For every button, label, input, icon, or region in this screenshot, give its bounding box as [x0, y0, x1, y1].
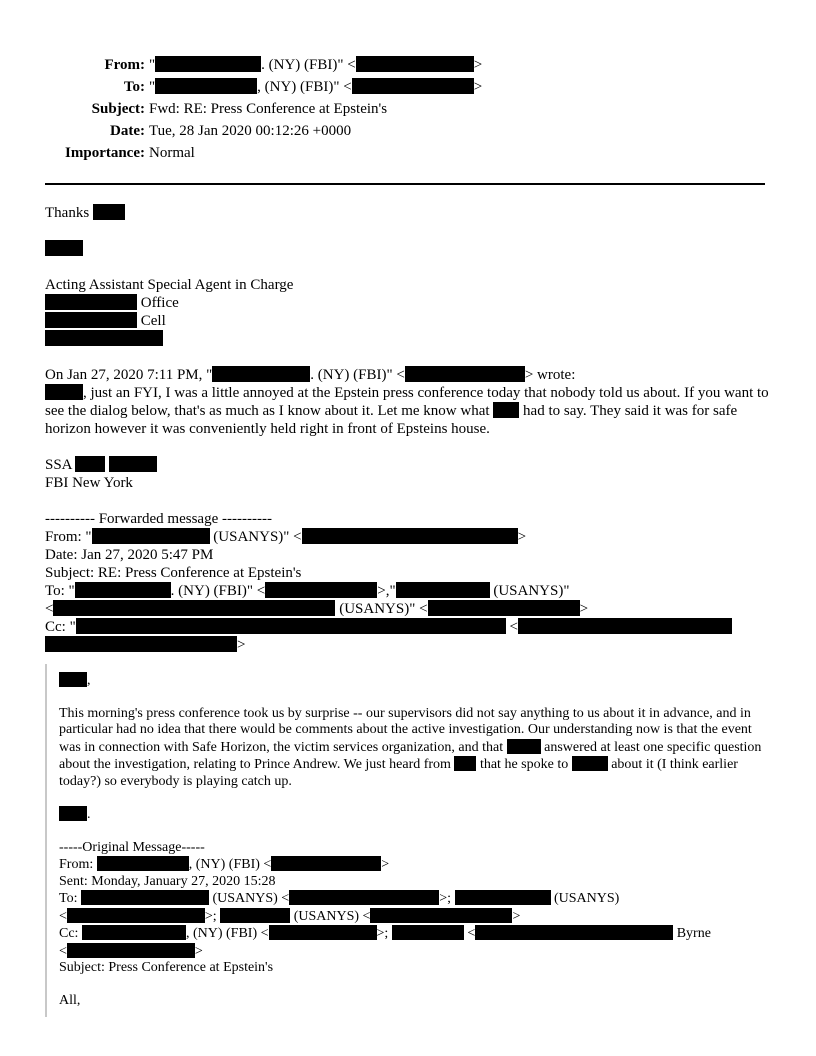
redaction — [212, 366, 310, 382]
header-to-row: To: " , (NY) (FBI)" < > — [0, 76, 482, 98]
forward-signature: SSA — [45, 456, 775, 474]
redaction — [405, 366, 525, 382]
date-label: Date: — [110, 123, 145, 139]
redaction — [289, 890, 439, 905]
header-importance-row — [0, 142, 482, 164]
email-header — [0, 54, 482, 164]
redaction — [370, 908, 512, 923]
redaction — [92, 528, 210, 544]
redaction — [45, 294, 137, 310]
redaction — [76, 618, 506, 634]
redaction — [475, 925, 673, 940]
from-label: From: — [104, 57, 145, 73]
redaction — [455, 890, 551, 905]
header-date-row — [0, 120, 482, 142]
original-message-divider: -----Original Message----- — [59, 839, 205, 855]
importance-label: Importance: — [65, 145, 145, 161]
redaction — [155, 78, 257, 94]
redaction — [109, 456, 157, 472]
redaction — [93, 204, 125, 220]
redaction — [82, 925, 186, 940]
redaction — [454, 756, 476, 771]
forwarded-divider: ---------- Forwarded message ---------- — [45, 511, 272, 527]
quoted-salutation: All, — [59, 992, 81, 1008]
redaction — [269, 925, 377, 940]
redaction — [302, 528, 518, 544]
header-subject-row — [0, 98, 482, 120]
redaction — [265, 582, 377, 598]
redaction — [518, 618, 732, 634]
redaction — [59, 672, 87, 687]
redaction — [356, 56, 474, 72]
redaction — [507, 739, 541, 754]
redaction — [59, 806, 87, 821]
redaction — [493, 402, 519, 418]
signature-title: Acting Assistant Special Agent in Charge — [45, 277, 294, 293]
email-body: Thanks Acting Assistant Special Agent in Charge Office Cell On Jan 27, 2020 7:11 PM, " . (NY) (FBI)" < > wrote: , just an FYI, I was a little annoyed at the Epstein press conference today that nobody told us about. If you want to see the dialog below, that's as much as I know about it. Let me know what had to say. They said it was for safe horizon however it was conveniently held right in front of Epsteins house. SSA FBI New York ---------- Forwarded message ---------- From: " (USANYS)" < > Date: Jan 27, 2020 5:47 PM Subject: RE: Press Conference at Epstein's To: " . (NY) (FBI)" < >," (USANYS)" < (USANYS)" < > Cc: " < > , This morning's press conference took us by surprise -- our supervisors did not say anything to us about it in advance, and in particular had no idea that there would be comments about the active investigation. Our understanding now is that the event was in connection with Safe Horizon, the victim services organization, and that answered at least one specific question about the investigation, relating to Prince Andrew. We just heard from that he spoke to about it (I think earlier today?) so everybody is playing catch up. . -----Original Message----- From: , (NY) (FBI) < > Sent: Monday, January 27, 2020 15:28 To: (USANYS) < >; (USANYS) < >; (USANYS) < > Cc: , (NY) (FBI) < >; < Byrne < > Subject: Press Conference at Epstein's All, — [45, 204, 775, 1017]
redaction — [45, 240, 83, 256]
redaction — [75, 582, 171, 598]
redaction — [45, 636, 237, 652]
redaction — [392, 925, 464, 940]
redaction — [396, 582, 490, 598]
forward-intro: On Jan 27, 2020 7:11 PM, " . (NY) (FBI)" < > wrote: — [45, 367, 576, 383]
quoted-paragraph: This morning's press conference took us by surprise -- our supervisors did not say anything to us about it in advance, and in particular had no idea that there would be comments about the active investigation. Our understanding now is that the event was in connection with Safe Horizon, the victim services organization, and that answered at least one specific question about the investigation, relating to Prince Andrew. We just heard from that he spoke to about it (I think earlier today?) so everybody is playing catch up. — [59, 705, 762, 789]
redaction — [75, 456, 105, 472]
header-from-row: From: " . (NY) (FBI)" < > — [0, 54, 482, 76]
to-label: To: — [123, 79, 145, 95]
subject-label: Subject: — [91, 101, 145, 117]
redaction — [155, 56, 261, 72]
redaction — [428, 600, 580, 616]
redaction — [45, 384, 83, 400]
email-date: Tue, 28 Jan 2020 00:12:26 +0000 — [149, 123, 352, 139]
redaction — [97, 856, 189, 871]
redaction — [352, 78, 474, 94]
redaction — [572, 756, 608, 771]
email-importance: Normal — [149, 145, 195, 161]
redaction — [45, 330, 163, 346]
quoted-message: , This morning's press conference took us by surprise -- our supervisors did not say anything to us about it in advance, and in particular had no idea that there would be comments about the active investigation. Our understanding now is that the event was in connection with Safe Horizon, the victim services organization, and that answered at least one specific question about the investigation, relating to Prince Andrew. We just heard from that he spoke to about it (I think earlier today?) so everybody is playing catch up. . -----Original Message----- From: , (NY) (FBI) < > Sent: Monday, January 27, 2020 15:28 To: (USANYS) < >; (USANYS) < >; (USANYS) < > Cc: , (NY) (FBI) < >; < Byrne < > Subject: Press Conference at Epstein's All, — [45, 664, 777, 1017]
redaction — [220, 908, 290, 923]
redaction — [81, 890, 209, 905]
redaction — [67, 943, 195, 958]
email-subject: Fwd: RE: Press Conference at Epstein's — [149, 101, 388, 117]
redaction — [53, 600, 335, 616]
thanks-line: Thanks — [45, 204, 775, 222]
redaction — [45, 312, 137, 328]
forward-message: , just an FYI, I was a little annoyed at the Epstein press conference today that nobody told us about. If you want to see the dialog below, that's as much as I know about it. Let me know what had to say. They said it was for safe horizon however it was conveniently held right in front of Epsteins house. — [45, 385, 769, 437]
header-divider — [45, 183, 765, 185]
redaction — [67, 908, 205, 923]
redaction — [271, 856, 381, 871]
